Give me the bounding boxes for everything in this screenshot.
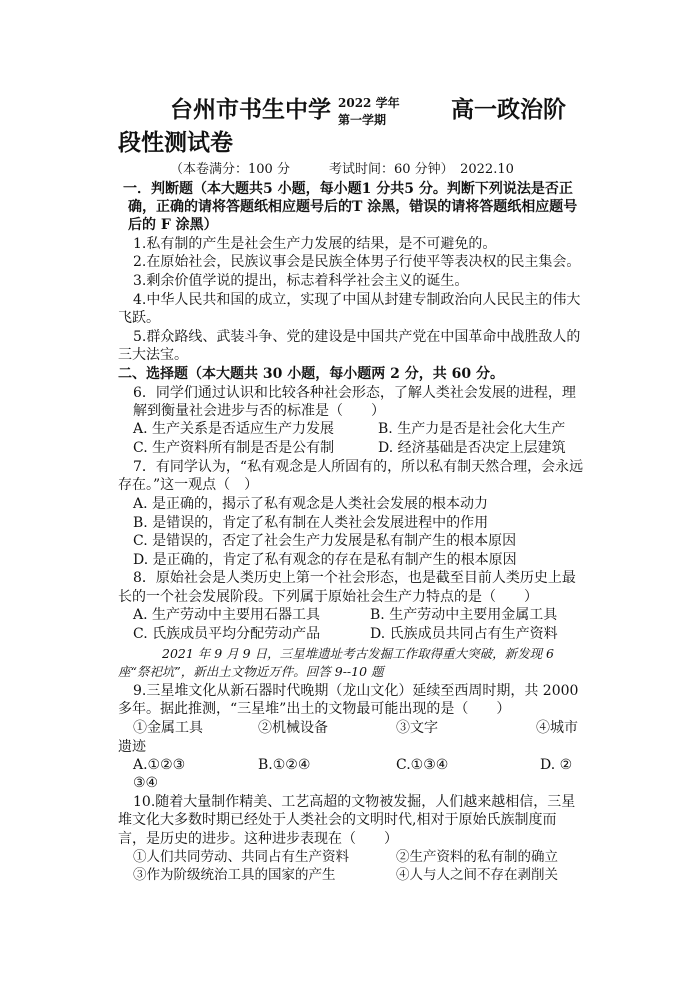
q4-text: 4.中华人民共和国的成立，实现了中国从封建专制政治向人民民主的伟大 — [133, 292, 581, 308]
q8-option-b: B. 生产劳动中主要用金属工具 — [370, 607, 558, 623]
q10-item-1: ①人们共同劳动、共同占有生产资料 — [133, 849, 349, 865]
section1-heading-line3: 后的 F 涂黑） — [128, 217, 218, 233]
q9-option-a: A.①②③ — [133, 757, 186, 773]
q2-text: 2.在原始社会，民族议事会是民族全体男子行使平等表决权的民主集会。 — [133, 254, 581, 270]
q10-stem-line3: 言，是历史的进步。这种进步表现在（ ） — [118, 831, 398, 847]
section1-heading-line2: 确，正确的请将答题纸相应题号后的T 涂黑，错误的请将答题纸相应题号 — [128, 199, 578, 215]
q6-stem-line1: 6．同学们通过认识和比较各种社会形态，了解人类社会发展的进程，理 — [133, 385, 576, 401]
q7-option-c: C. 是错误的，否定了社会生产力发展是私有制产生的根本原因 — [133, 533, 517, 549]
q7-stem-line1: 7．有同学认为，“私有观念是人所固有的，所以私有制天然合理，会永远 — [133, 459, 584, 475]
q10-item-2: ②生产资料的私有制的确立 — [396, 849, 558, 865]
q10-stem-line2: 堆文化大多数时期已经处于人类社会的文明时代,相对于原始氏族制度而 — [118, 812, 557, 828]
q9-stem-line1: 9.三星堆文化从新石器时代晚期（龙山文化）延续至西周时期，共 2000 — [133, 683, 579, 699]
q10-item-4: ④人与人之间不存在剥削关 — [396, 867, 558, 883]
q9-option-b: B.①②④ — [258, 757, 311, 773]
exam-title-grade: 高一政治阶 — [451, 96, 566, 123]
q6-option-b: B. 生产力是否是社会化大生产 — [378, 421, 566, 437]
q7-option-a: A. 是正确的，揭示了私有观念是人类社会发展的根本动力 — [133, 496, 489, 512]
q7-option-d: D. 是正确的，肯定了私有观念的存在是私有制产生的根本原因 — [133, 552, 517, 568]
q8-option-c: C. 氏族成员平均分配劳动产品 — [133, 626, 321, 642]
q7-option-b: B. 是错误的，肯定了私有制在人类社会发展进程中的作用 — [133, 515, 489, 531]
q6-option-a: A. 生产关系是否适应生产力发展 — [133, 421, 335, 437]
q5-text: 5.群众路线、武装斗争、党的建设是中国共产党在中国革命中战胜敌人的 — [133, 329, 581, 345]
exam-info: （本卷满分：100 分 考试时间：60 分钟） 2022.10 — [170, 162, 514, 177]
q10-item-3: ③作为阶级统治工具的国家的产生 — [133, 867, 336, 883]
q9-option-c: C.①③④ — [396, 757, 449, 773]
exam-title-line2: 段性测试卷 — [118, 129, 233, 156]
q9-stem-line2: 多年。据此推测，“三星堆”出土的文物最可能出现的是（ ） — [118, 701, 511, 717]
q9-item-3: ③文字 — [396, 720, 438, 736]
q9-item-1: ①金属工具 — [133, 720, 203, 736]
q9-option-d: D. ② — [540, 757, 573, 773]
section2-heading: 二、选择题（本大题共 30 小题，每小题两 2 分，共 60 分。 — [118, 366, 504, 382]
q6-stem-line2: 解到衡量社会进步与否的标准是（ ） — [133, 403, 385, 419]
material-line1: 2021 年 9 月 9 日，三星堆遗址考古发掘工作取得重大突破，新发现 6 — [162, 646, 555, 661]
q9-item-4: ④城市 — [536, 720, 578, 736]
q10-stem-line1: 10.随着大量制作精美、工艺高超的文物被发掘，人们越来越相信，三星 — [133, 794, 576, 810]
q8-stem-line2: 长的一个社会发展阶段。下列属于原始社会生产力特点的是（ ） — [118, 589, 538, 605]
q3-text: 3.剩余价值学说的提出，标志着科学社会主义的诞生。 — [133, 273, 469, 289]
q6-option-c: C. 生产资料所有制是否是公有制 — [133, 440, 335, 456]
q8-option-d: D. 氏族成员共同占有生产资料 — [370, 626, 558, 642]
q8-option-a: A. 生产劳动中主要用石器工具 — [133, 607, 321, 623]
q9-item-2: ②机械设备 — [258, 720, 328, 736]
exam-title-term: 第一学期 — [338, 113, 387, 127]
material-line2: 座“祭祀坑”，新出土文物近万件。回答 9--10 题 — [118, 664, 384, 679]
q7-stem-line2: 存在。”这一观点（ ） — [118, 477, 259, 493]
q1-text: 1.私有制的产生是社会生产力发展的结果，是不可避免的。 — [133, 236, 497, 252]
exam-title-school: 台州市书生中学 — [170, 96, 331, 123]
q4-text-cont: 飞跃。 — [118, 310, 160, 326]
q6-option-d: D. 经济基础是否决定上层建筑 — [378, 440, 566, 456]
q9-item-4-cont: 遗迹 — [118, 739, 146, 755]
q9-option-d-cont: ③④ — [133, 775, 159, 791]
exam-title-year: 2022 学年 — [338, 96, 400, 110]
q8-stem-line1: 8．原始社会是人类历史上第一个社会形态，也是截至目前人类历史上最 — [133, 570, 576, 586]
section1-heading-line1: 一．判断题（本大题共5 小题，每小题1 分共5 分。判断下列说法是否正 — [123, 181, 573, 197]
q5-text-cont: 三大法宝。 — [118, 347, 188, 363]
